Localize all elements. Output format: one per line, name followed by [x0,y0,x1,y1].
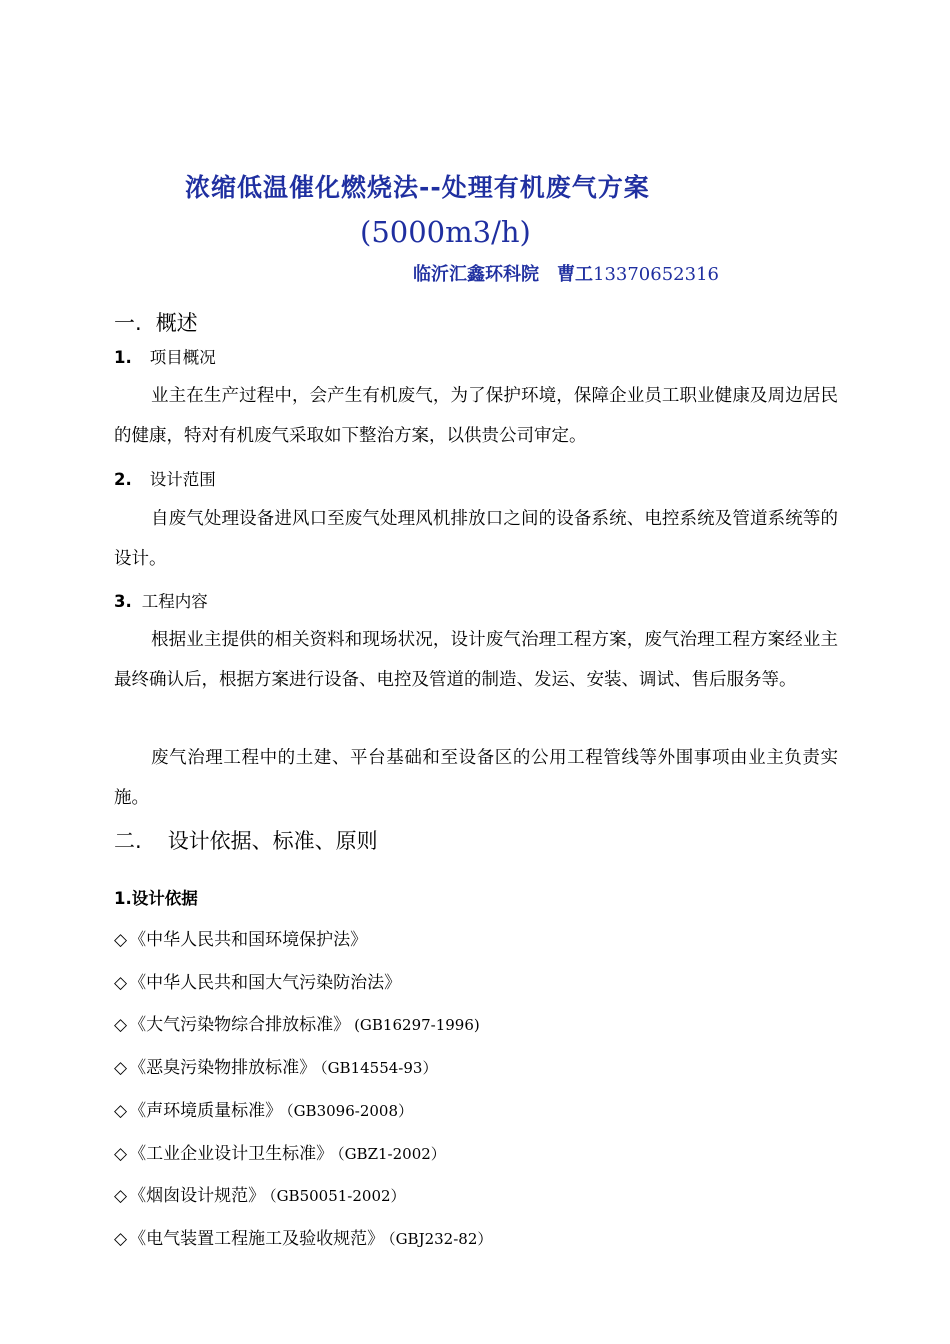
subsection-number: 1. [114,348,132,367]
subsection-title: 工程内容 [141,592,208,611]
standard-code: （GB14554-93） [320,1059,438,1078]
list-item [114,1224,492,1249]
diamond-bullet-icon: ◇ [114,930,128,950]
standard-title: 《电气装置工程施工及验收规范》 [129,1228,385,1249]
author-phone: 13370652316 [593,264,719,285]
list-item [114,1181,406,1206]
list-item [114,1096,413,1121]
paragraph: 根据业主提供的相关资料和现场状况，设计废气治理工程方案，废气治理工程方案经业主最终确认后，根据方案进行设备、电控及管道的制造、发运、安装、调试、售后服务等。 [114,630,838,690]
standard-code: （GB50051-2002） [269,1187,406,1206]
author-organization: 临沂汇鑫环科院 [413,264,539,285]
list-item [114,1053,437,1078]
paragraph: 自废气处理设备进风口至废气处理风机排放口之间的设备系统、电控系统及管道系统等的设计。 [114,509,838,569]
author-line [413,260,719,286]
subsection-heading [114,344,216,368]
standard-title: 《恶臭污染物排放标准》 [129,1058,317,1079]
section-number: 一. [114,311,142,335]
author-name: 曹工 [557,264,593,285]
diamond-bullet-icon: ◇ [114,1015,128,1036]
standard-code: （GBZ1-2002） [337,1144,446,1163]
subsection-title: 设计范围 [149,470,216,489]
standard-title: 《中华人民共和国大气污染防治法》 [129,972,402,993]
subsection-number: 3. [114,592,132,611]
standard-title: 《中华人民共和国环境保护法》 [129,930,368,950]
section-title: 概述 [155,311,198,335]
paragraph: 业主在生产过程中，会产生有机废气，为了保护环境，保障企业员工职业健康及周边居民的健康，特对有机废气采取如下整治方案，以供贵公司审定。 [114,386,838,446]
subsection-title: 项目概况 [149,348,216,367]
list-item [114,1139,446,1164]
diamond-bullet-icon: ◇ [114,972,128,993]
standard-title: 《大气污染物综合排放标准》 [129,1015,351,1036]
paragraph: 废气治理工程中的土建、平台基础和至设备区的公用工程管线等外围事项由业主负责实施。 [114,748,838,808]
subsection-heading [114,466,216,490]
standard-title: 《声环境质量标准》 [129,1100,283,1121]
standard-title: 《烟囱设计规范》 [129,1186,266,1207]
document-subtitle: (5000m3/h) [360,215,531,249]
section-heading-1 [114,307,198,337]
section-title: 设计依据、标准、原则 [167,829,378,853]
list-item [114,925,367,950]
diamond-bullet-icon: ◇ [114,1186,128,1207]
document-title: 浓缩低温催化燃烧法--处理有机废气方案 [185,173,650,202]
list-item [114,968,401,993]
subsection-heading [114,588,208,612]
standard-title: 《工业企业设计卫生标准》 [129,1143,334,1164]
subsection-heading [114,885,198,909]
standard-code: (GB16297-1996) [354,1016,480,1035]
diamond-bullet-icon: ◇ [114,1100,128,1121]
subsection-number: 1. [114,889,132,908]
subsection-number: 2. [114,470,132,489]
diamond-bullet-icon: ◇ [114,1143,128,1164]
standard-code: （GBJ232-82） [388,1229,493,1248]
subsection-title: 设计依据 [131,889,198,908]
section-number: 二. [114,829,142,853]
standard-code: （GB3096-2008） [286,1101,413,1120]
diamond-bullet-icon: ◇ [114,1228,128,1249]
section-heading-2 [114,825,378,855]
list-item [114,1010,480,1035]
diamond-bullet-icon: ◇ [114,1058,128,1079]
